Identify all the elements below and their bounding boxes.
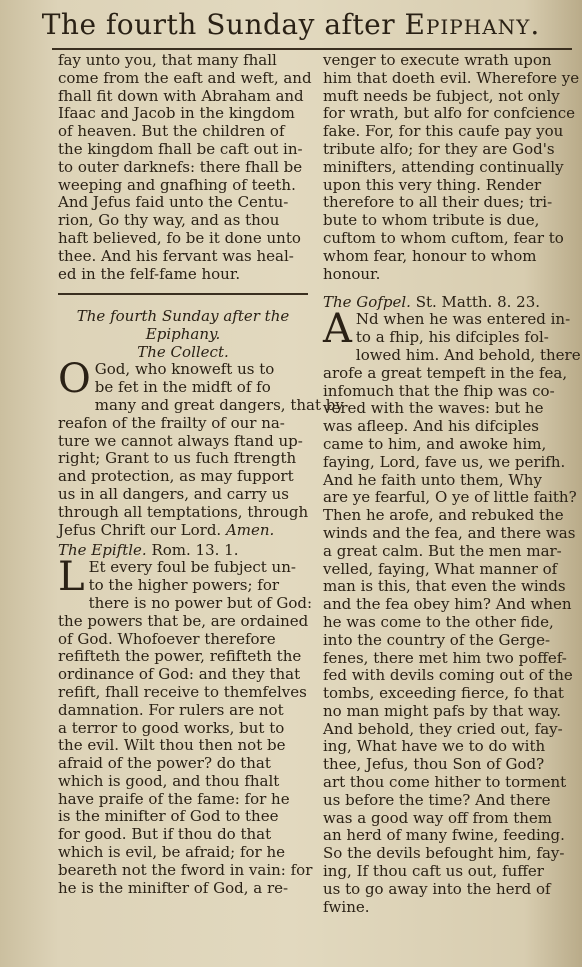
text-line: vered with the waves: but he bbox=[323, 399, 544, 418]
collect-heading: The Collect. bbox=[137, 343, 229, 362]
text-line: came to him, and awoke him, bbox=[323, 434, 547, 453]
text-line: And he faith unto them, Why bbox=[323, 470, 542, 489]
text-line: fed with devils coming out of the bbox=[323, 666, 573, 685]
text-line: ing, What have we to do with bbox=[323, 737, 546, 756]
epistle-title: The Epiftle. bbox=[58, 541, 147, 560]
text-line: winds and the fea, and there was bbox=[323, 523, 576, 542]
text-line: him that doeth evil. Wherefore ye bbox=[323, 68, 580, 87]
text-line: honour. bbox=[323, 264, 381, 283]
text-line: ture we cannot always ftand up- bbox=[58, 431, 303, 450]
text-line: reafon of the frailty of our na- bbox=[58, 413, 285, 432]
text-line: the powers that be, are ordained bbox=[58, 611, 309, 630]
text-line: Et every foul be fubject un- bbox=[88, 558, 296, 577]
text-line: whom fear, honour to whom bbox=[323, 246, 537, 265]
epistle-heading bbox=[58, 541, 308, 559]
text-line: to a fhip, his difciples fol- bbox=[355, 328, 549, 347]
text-line: Jefus Chrift our Lord. Amen. bbox=[58, 520, 275, 539]
text-line: was afleep. And his difciples bbox=[323, 417, 539, 436]
header-title-epiphany: Epiphany. bbox=[404, 8, 541, 41]
text-line: be fet in the midft of fo bbox=[94, 378, 271, 397]
text-line: muft needs be fubject, not only bbox=[323, 86, 560, 105]
epistle-dropcap: L bbox=[58, 554, 85, 601]
section-divider bbox=[58, 293, 308, 295]
text-line: haft believed, fo be it done unto bbox=[58, 228, 301, 247]
text-line: weeping and gnafhing of teeth. bbox=[58, 175, 296, 194]
text-line: for wrath, but alfo for confcience bbox=[323, 104, 576, 123]
page-header bbox=[0, 0, 582, 50]
text-line: And Jefus faid unto the Centu- bbox=[58, 193, 289, 212]
text-line: have praife of the fame: for he bbox=[58, 789, 290, 808]
text-line: art thou come hither to torment bbox=[323, 773, 567, 792]
text-line: us to go away into the herd of bbox=[323, 879, 551, 898]
text-line: he is the minifter of God, a re- bbox=[58, 878, 289, 897]
text-line: fhall fit down with Abraham and bbox=[58, 86, 304, 105]
gospel-title: The Gofpel. bbox=[323, 293, 411, 312]
text-line: is the minifter of God to thee bbox=[58, 807, 279, 826]
amen: Amen. bbox=[221, 520, 275, 539]
text-line: rion, Go thy way, and as thou bbox=[58, 211, 280, 230]
text-line: ordinance of God: and they that bbox=[58, 665, 301, 684]
text-line: ed in the felf-fame hour. bbox=[58, 264, 241, 283]
text-line: of heaven. But the children of bbox=[58, 122, 285, 141]
text-line: tombs, exceeding fierce, fo that bbox=[323, 684, 564, 703]
text-line: us in all dangers, and carry us bbox=[58, 484, 290, 503]
epistle-text bbox=[58, 554, 313, 897]
text-line: velled, faying, What manner of bbox=[323, 559, 558, 578]
text-line: tribute alfo; for they are God's bbox=[323, 139, 555, 158]
left-top-text bbox=[58, 51, 312, 283]
text-line: are ye fearful, O ye of little faith? bbox=[323, 488, 577, 507]
header-title-main: The fourth Sunday after bbox=[41, 8, 405, 41]
text-line: the evil. Wilt thou then not be bbox=[58, 736, 286, 755]
text-line: afraid of the power? do that bbox=[58, 754, 271, 773]
epistle-reference: Rom. 13. 1. bbox=[151, 541, 239, 560]
sunday-heading bbox=[58, 307, 308, 343]
text-line: which is evil, be afraid; for he bbox=[58, 843, 286, 862]
gospel-reference: St. Matth. 8. 23. bbox=[415, 293, 541, 312]
text-line: through all temptations, through bbox=[58, 502, 309, 521]
text-line: thee, Jefus, thou Son of God? bbox=[323, 755, 545, 774]
text-line: and protection, as may fupport bbox=[58, 467, 294, 486]
text-line: fay unto you, that many fhall bbox=[58, 51, 277, 69]
text-line: So the devils befought him, fay- bbox=[323, 844, 565, 863]
text-line: God, who knoweft us to bbox=[94, 360, 275, 379]
text-line: was a good way off from them bbox=[323, 808, 553, 827]
text-line: thee. And his fervant was heal- bbox=[58, 246, 294, 265]
text-line: venger to execute wrath upon bbox=[323, 51, 552, 69]
text-line: of God. Whofoever therefore bbox=[58, 629, 276, 648]
text-line: there is no power but of God: bbox=[88, 593, 313, 612]
text-line: refifteth the power, refifteth the bbox=[58, 647, 302, 666]
text-line: Nd when he was entered in- bbox=[355, 310, 571, 329]
text-line: minifters, attending continually bbox=[323, 157, 564, 176]
text-line: no man might pafs by that way. bbox=[323, 701, 562, 720]
text-line: for good. But if thou do that bbox=[58, 825, 272, 844]
sunday-heading-line-2: Epiphany. bbox=[145, 325, 221, 344]
text-line: us before the time? And there bbox=[323, 790, 551, 809]
text-line: come from the eaft and weft, and bbox=[58, 68, 312, 87]
text-line: into the country of the Gerge- bbox=[323, 630, 551, 649]
gospel-heading bbox=[323, 293, 582, 311]
right-top-text bbox=[323, 52, 582, 283]
text-line: damnation. For rulers are not bbox=[58, 700, 284, 719]
text-line: to outer darknefs: there fhall be bbox=[58, 157, 303, 176]
header-rule bbox=[52, 48, 572, 50]
text-line: beareth not the fword in vain: for bbox=[58, 860, 313, 879]
text-line: the kingdom fhall be caft out in- bbox=[58, 139, 303, 158]
text-line: he was come to the other fide, bbox=[323, 612, 554, 631]
text-line: cuftom to whom cuftom, fear to bbox=[323, 228, 564, 247]
text-line: arofe a great tempeft in the fea, bbox=[323, 363, 568, 382]
text-line: faying, Lord, fave us, we perifh. bbox=[323, 452, 566, 471]
text-line: an herd of many fwine, feeding. bbox=[323, 826, 565, 845]
text-line: upon this very thing. Render bbox=[323, 175, 542, 194]
left-column bbox=[58, 51, 344, 897]
text-line: fake. For, for this caufe pay you bbox=[323, 122, 564, 141]
gospel-dropcap: A bbox=[323, 306, 352, 353]
text-line: fwine. bbox=[323, 897, 370, 916]
text-line: man is this, that even the winds bbox=[323, 577, 566, 596]
text-line: a terror to good works, but to bbox=[58, 718, 285, 737]
text-line: fenes, there met him two poffef- bbox=[323, 648, 567, 667]
text-line: therefore to all their dues; tri- bbox=[323, 193, 553, 212]
text-line: a great calm. But the men mar- bbox=[323, 541, 562, 560]
text-line: many and great dangers, that by bbox=[94, 395, 344, 414]
sunday-heading-line-1: The fourth Sunday after the bbox=[76, 307, 290, 326]
collect-text bbox=[58, 356, 344, 539]
gospel-text bbox=[323, 306, 582, 916]
text-line: lowed him. And behold, there bbox=[355, 345, 581, 364]
text-line: which is good, and thou fhalt bbox=[58, 771, 280, 790]
text-line: And behold, they cried out, fay- bbox=[323, 719, 563, 738]
text-line: ing, If thou caft us out, fuffer bbox=[323, 862, 544, 881]
text-line: and the fea obey him? And when bbox=[323, 595, 572, 614]
text-line: right; Grant to us fuch ftrength bbox=[58, 449, 297, 468]
collect-dropcap: O bbox=[58, 356, 91, 403]
right-column bbox=[323, 52, 582, 916]
text-line: refift, fhall receive to themfelves bbox=[58, 682, 307, 701]
text-line: infomuch that the fhip was co- bbox=[323, 381, 555, 400]
text-line: bute to whom tribute is due, bbox=[323, 211, 540, 230]
text-line: Ifaac and Jacob in the kingdom bbox=[58, 104, 295, 123]
text-line: to the higher powers; for bbox=[88, 576, 280, 595]
text-line: Then he arofe, and rebuked the bbox=[323, 506, 564, 525]
